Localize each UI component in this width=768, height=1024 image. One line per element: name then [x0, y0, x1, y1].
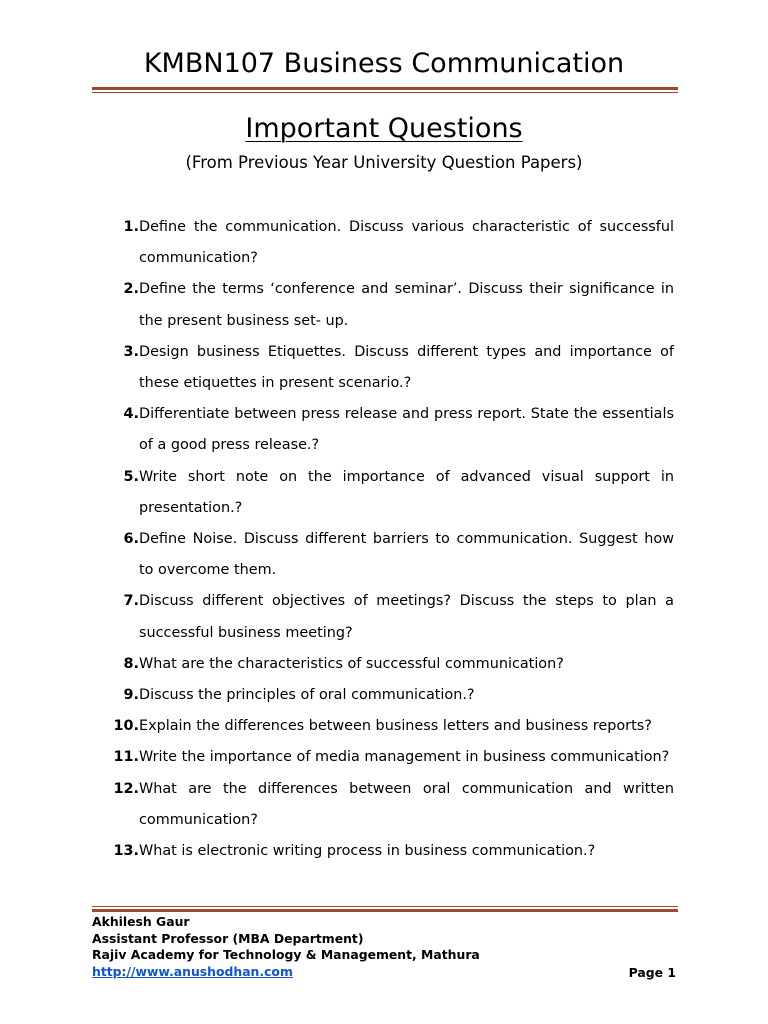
question-number: 1. [123, 219, 139, 235]
question-item [96, 680, 674, 711]
footer-institution: Rajiv Academy for Technology & Management, Mathura [92, 947, 480, 962]
question-text: What are the differences between oral communication and written communication? [139, 780, 674, 828]
question-number: 7. [123, 593, 139, 610]
question-text: Define Noise. Discuss different barriers to communication. Suggest how to overcome them. [139, 531, 674, 579]
question-number: 6. [123, 531, 139, 548]
question-item [96, 836, 674, 867]
question-text: Define the terms ‘conference and seminar’. Discuss their significance in the present business set- up. [139, 281, 674, 329]
question-item [96, 337, 674, 399]
question-text: Design business Etiquettes. Discuss different types and importance of these etiquettes in present scenario.? [139, 343, 674, 392]
question-item [96, 212, 674, 274]
question-item [96, 462, 674, 524]
question-number: 12. [113, 780, 139, 797]
question-item [96, 274, 674, 336]
footer [92, 914, 678, 980]
question-text: Explain the differences between business letters and business reports? [139, 718, 652, 735]
question-number: 4. [123, 406, 139, 423]
question-text: Write short note on the importance of advanced visual support in presentation.? [139, 468, 674, 516]
question-number: 8. [123, 655, 139, 672]
question-text: Differentiate between press release and press report. State the essentials of a good press release.? [139, 406, 674, 454]
question-item [96, 586, 674, 648]
question-number: 2. [123, 281, 139, 298]
question-text: Discuss the principles of oral communication.? [139, 687, 475, 704]
footer-rule-thin [92, 906, 678, 907]
question-item [96, 742, 674, 773]
footer-designation: Assistant Professor (MBA Department) [92, 930, 364, 946]
page-title: Important Questions [245, 113, 523, 144]
footer-author: Akhilesh Gaur [92, 914, 190, 929]
course-title: KMBN107 Business Communication [143, 48, 625, 79]
question-number: 3. [123, 343, 139, 360]
question-text: What is electronic writing process in business communication.? [139, 843, 596, 860]
question-number: 5. [123, 468, 139, 485]
question-item [96, 711, 674, 742]
question-item [96, 399, 674, 461]
header-rule-thin [92, 92, 678, 93]
header-rule-thick [92, 87, 678, 90]
footer-website-link[interactable]: http://www.anushodhan.com [92, 963, 293, 979]
question-list [96, 212, 674, 867]
page-number: Page 1 [628, 965, 676, 980]
question-item [96, 649, 674, 680]
question-item [96, 524, 674, 586]
question-text: Define the communication. Discuss various characteristic of successful communication? [139, 219, 674, 267]
question-number: 10. [113, 718, 139, 735]
question-text: Write the importance of media management in business communication? [139, 749, 670, 766]
question-text: Discuss different objectives of meetings? Discuss the steps to plan a successful business meeting? [139, 593, 674, 641]
question-number: 9. [123, 687, 139, 704]
question-number: 13. [113, 843, 139, 860]
question-text: What are the characteristics of successful communication? [139, 655, 564, 672]
page-subtitle: (From Previous Year University Question Papers) [185, 153, 583, 172]
footer-rule-thick [92, 909, 678, 912]
question-number: 11. [113, 749, 139, 766]
question-item [96, 774, 674, 836]
